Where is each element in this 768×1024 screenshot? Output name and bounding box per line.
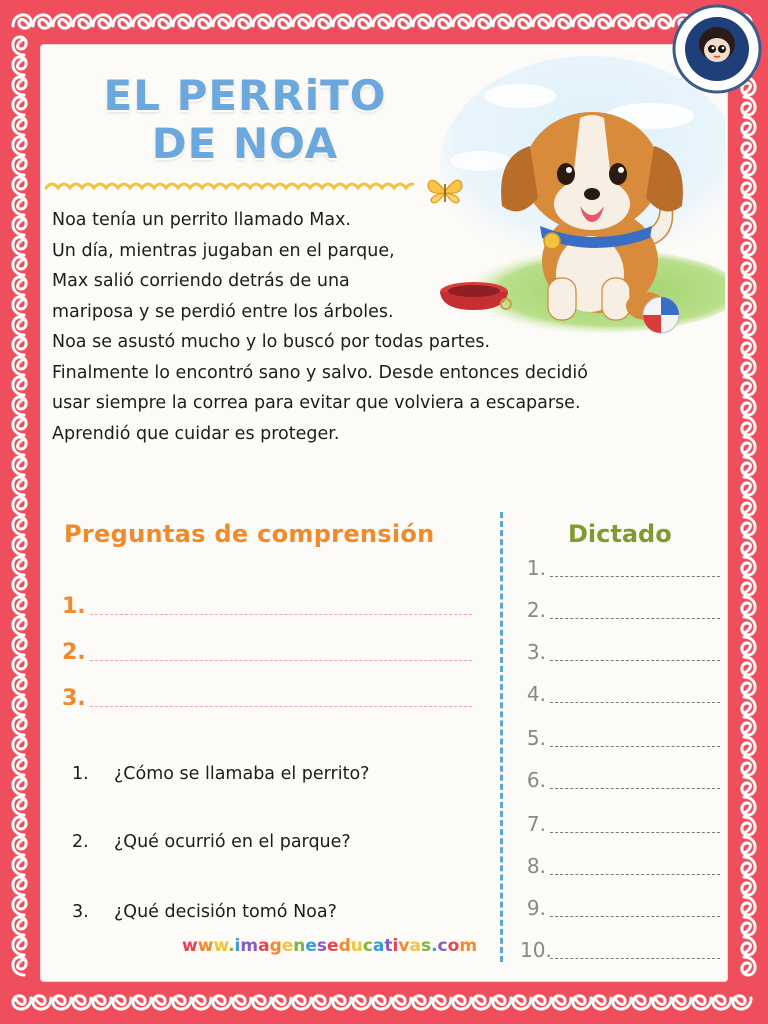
story-line: Un día, mientras jugaban en el parque, [52, 240, 395, 261]
dictation-line[interactable] [520, 896, 720, 926]
website-footer[interactable]: www.imageneseducativas.com [182, 936, 478, 956]
comprehension-title: Preguntas de comprensión [64, 520, 435, 548]
story-line: Noa tenía un perrito llamado Max. [52, 210, 351, 230]
dictation-blank [550, 576, 720, 577]
story-line: Max salió corriendo detrás de una [52, 271, 350, 291]
title-line-2: DE NOA [151, 119, 339, 168]
dictation-number: 8. [526, 854, 546, 878]
story-line: Finalmente lo encontró sano y salvo. Desde entonces decidió [52, 362, 588, 383]
logo-avatar-icon[interactable] [670, 4, 764, 94]
dictation-number: 7. [526, 812, 546, 836]
dictation-line[interactable] [520, 556, 720, 586]
question-text: ¿Qué decisión tomó Noa? [114, 902, 337, 922]
dictation-blank [550, 832, 720, 833]
question-text: ¿Qué ocurrió en el parque? [114, 832, 351, 852]
dictation-line[interactable] [520, 682, 720, 712]
question-item [72, 832, 351, 852]
dictation-blank [550, 660, 720, 661]
answer-line[interactable] [62, 594, 472, 624]
wavy-divider [44, 180, 414, 196]
dictation-line[interactable] [520, 938, 720, 968]
dictation-number: 4. [526, 682, 546, 706]
question-text: ¿Cómo se llamaba el perrito? [114, 764, 370, 784]
dictation-number: 5. [526, 726, 546, 750]
answer-number: 2. [62, 640, 86, 665]
question-number: 2. [72, 832, 89, 852]
dictation-blank [550, 746, 720, 747]
answer-blank [90, 614, 472, 615]
dictation-blank [550, 702, 720, 703]
dictation-line[interactable] [520, 768, 720, 798]
dictation-number: 6. [526, 768, 546, 792]
dictation-number: 3. [526, 640, 546, 664]
question-item [72, 902, 337, 922]
dictation-blank [550, 788, 720, 789]
story-line: Aprendió que cuidar es proteger. [52, 423, 340, 444]
page-title [80, 72, 410, 168]
dictation-blank [550, 916, 720, 917]
dictation-number: 1. [526, 556, 546, 580]
dictation-line[interactable] [520, 640, 720, 670]
dictation-title: Dictado [568, 520, 672, 548]
dictation-number: 10. [520, 938, 552, 962]
column-divider [500, 512, 503, 962]
answer-line[interactable] [62, 686, 472, 716]
question-number: 1. [72, 764, 89, 784]
answer-blank [90, 706, 472, 707]
dictation-line[interactable] [520, 598, 720, 628]
title-line-1: EL PERRiTO [103, 71, 387, 120]
story-text [52, 205, 732, 449]
dictation-blank [550, 874, 720, 875]
dictation-line[interactable] [520, 812, 720, 842]
dictation-line[interactable] [520, 726, 720, 756]
question-number: 3. [72, 902, 89, 922]
dictation-number: 2. [526, 598, 546, 622]
story-line: Noa se asustó mucho y lo buscó por todas partes. [52, 332, 491, 352]
story-line: mariposa y se perdió entre los árboles. [52, 301, 394, 322]
butterfly-icon [426, 174, 464, 208]
story-line: usar siempre la correa para evitar que volviera a escaparse. [52, 393, 581, 413]
answer-number: 1. [62, 594, 86, 619]
dictation-blank [550, 618, 720, 619]
dictation-blank [550, 958, 720, 959]
answer-number: 3. [62, 686, 86, 711]
answer-blank [90, 660, 472, 661]
dictation-line[interactable] [520, 854, 720, 884]
answer-line[interactable] [62, 640, 472, 670]
dictation-number: 9. [526, 896, 546, 920]
question-item [72, 764, 369, 784]
